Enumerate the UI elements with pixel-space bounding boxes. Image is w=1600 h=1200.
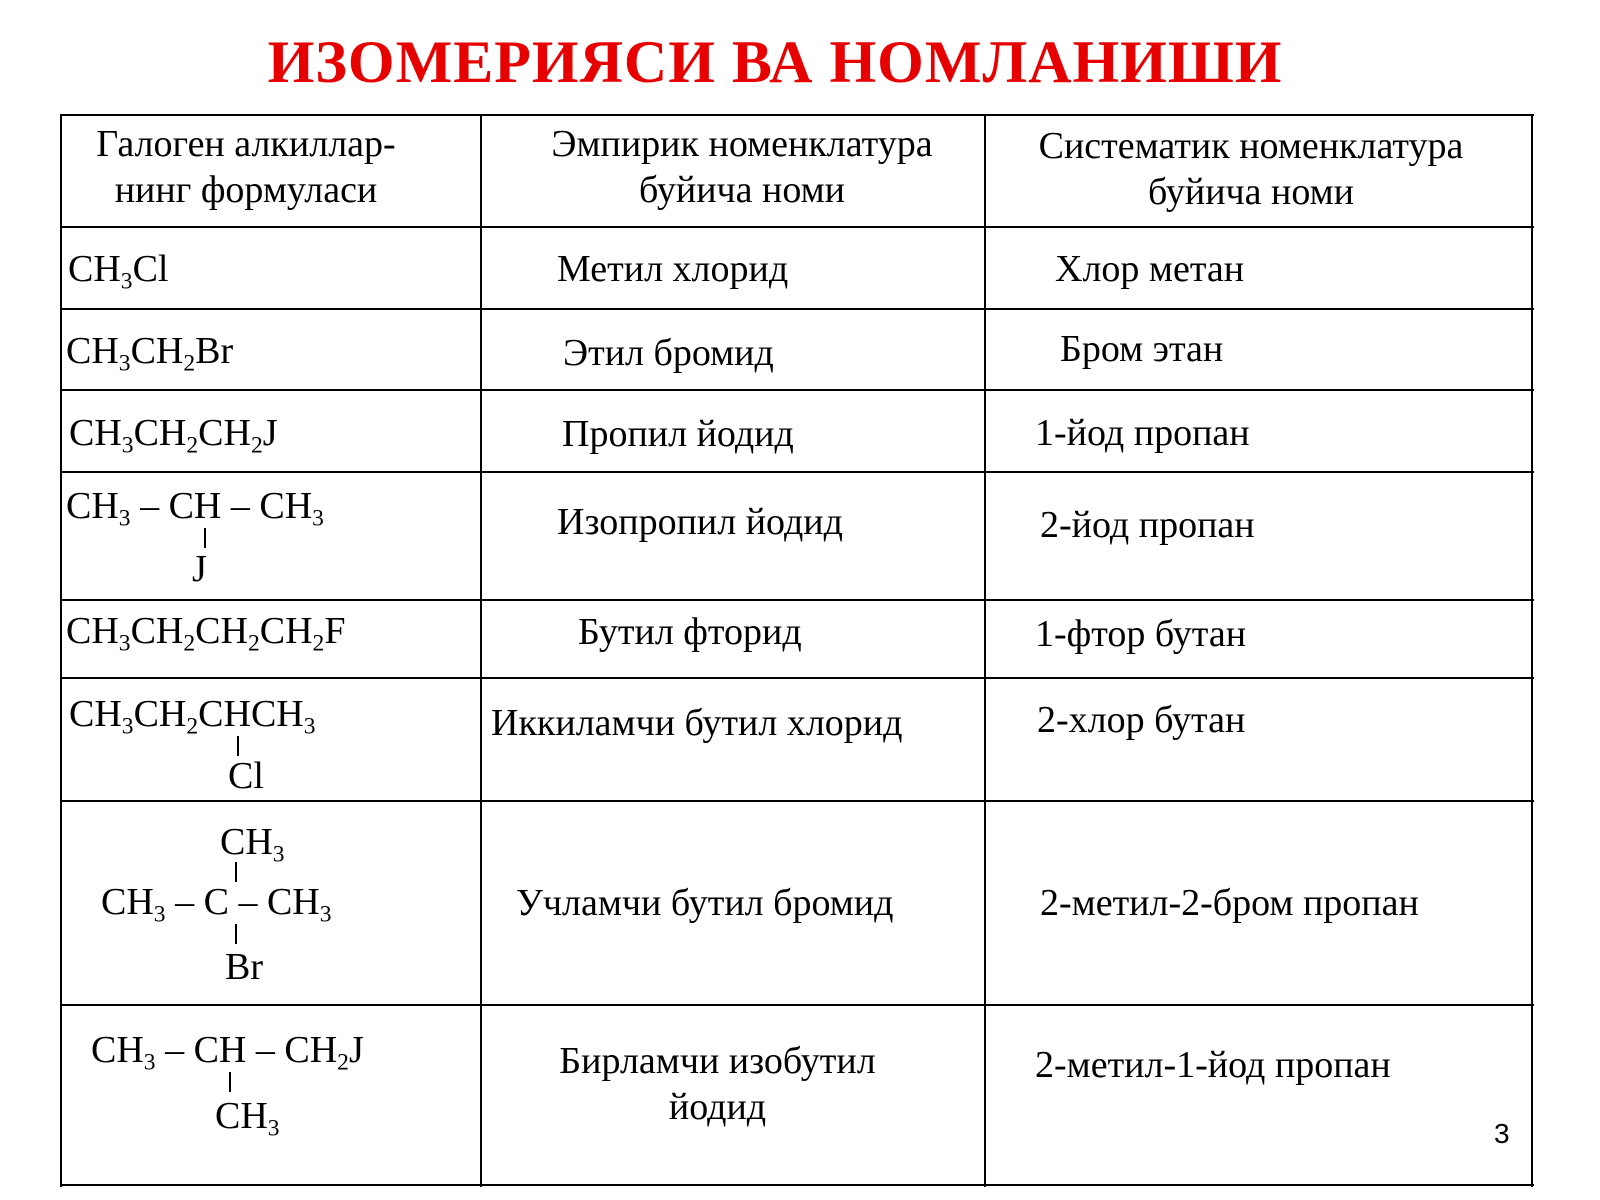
formula-row-4: $CH_3$ – CH – $CH_3$: [66, 485, 324, 532]
substituent-label: $CH_3$: [215, 1095, 280, 1142]
systematic-name: 2-йод пропан: [1040, 504, 1255, 546]
systematic-name: 2-хлор бутан: [1037, 699, 1246, 741]
empirical-name: Учламчи бутил бромид: [516, 882, 894, 924]
empirical-name: Изопропил йодид: [557, 501, 843, 543]
substituent-label: J: [192, 548, 207, 590]
row-divider: [60, 308, 1534, 310]
table-border-left: [60, 114, 62, 1187]
substituent-label: Br: [225, 946, 263, 988]
row-divider: [60, 1004, 1534, 1006]
formula-row-2: $CH_3CH_2Br$: [66, 330, 234, 377]
table-border-right: [1531, 114, 1533, 1187]
nomenclature-table: [60, 114, 1534, 1187]
formula-row-3: $CH_3CH_2CH_2J$: [69, 412, 278, 459]
row-divider: [60, 800, 1534, 802]
formula-row-1: $CH_3Cl$: [68, 248, 169, 295]
bond-line: [229, 1072, 231, 1092]
formula-row-7: $CH_3$ – C – $CH_3$: [101, 881, 332, 928]
formula-row-6: $CH_3CH_2CHCH_3$: [69, 693, 316, 740]
table-border-bottom: [60, 1184, 1534, 1186]
page-title: ИЗОМЕРИЯСИ ВА НОМЛАНИШИ: [267, 29, 1283, 95]
column-divider: [984, 114, 986, 1187]
row-divider: [60, 677, 1534, 679]
formula-row-8: $CH_3$ – CH – $CH_2J$: [91, 1029, 364, 1076]
bond-line: [237, 736, 239, 756]
empirical-name: Метил хлорид: [557, 248, 789, 290]
systematic-name: 2-метил-1-йод пропан: [1035, 1044, 1391, 1086]
empirical-name: Иккиламчи бутил хлорид: [491, 702, 903, 744]
substituent-label: $CH_3$: [220, 821, 285, 868]
row-divider: [60, 471, 1534, 473]
formula-row-5: $CH_3CH_2CH_2CH_2F$: [66, 610, 346, 657]
row-divider: [60, 389, 1534, 391]
empirical-name: Пропил йодид: [562, 413, 794, 455]
row-divider: [60, 599, 1534, 601]
bond-line: [204, 528, 206, 548]
empirical-name: Бутил фторид: [578, 611, 802, 653]
header-empirical: Эмпирик номенклатура буйича номи: [551, 123, 933, 211]
empirical-name: Этил бромид: [563, 332, 774, 374]
bond-line: [235, 924, 237, 944]
row-divider: [60, 226, 1534, 228]
header-systematic: Систематик номенклатура буйича номи: [1038, 125, 1464, 213]
page-number: 3: [1494, 1118, 1510, 1149]
substituent-label: Cl: [228, 755, 264, 797]
systematic-name: 1-йод пропан: [1035, 412, 1250, 454]
column-divider: [480, 114, 482, 1187]
empirical-name: Бирламчи изобутил йодид: [559, 1040, 876, 1128]
header-formula: Галоген алкиллар- нинг формуласи: [96, 123, 396, 211]
systematic-name: 2-метил-2-бром пропан: [1040, 882, 1419, 924]
bond-line: [235, 862, 237, 882]
systematic-name: 1-фтор бутан: [1035, 613, 1247, 655]
table-border-top: [60, 114, 1534, 116]
systematic-name: Хлор метан: [1055, 248, 1245, 290]
systematic-name: Бром этан: [1060, 328, 1224, 370]
